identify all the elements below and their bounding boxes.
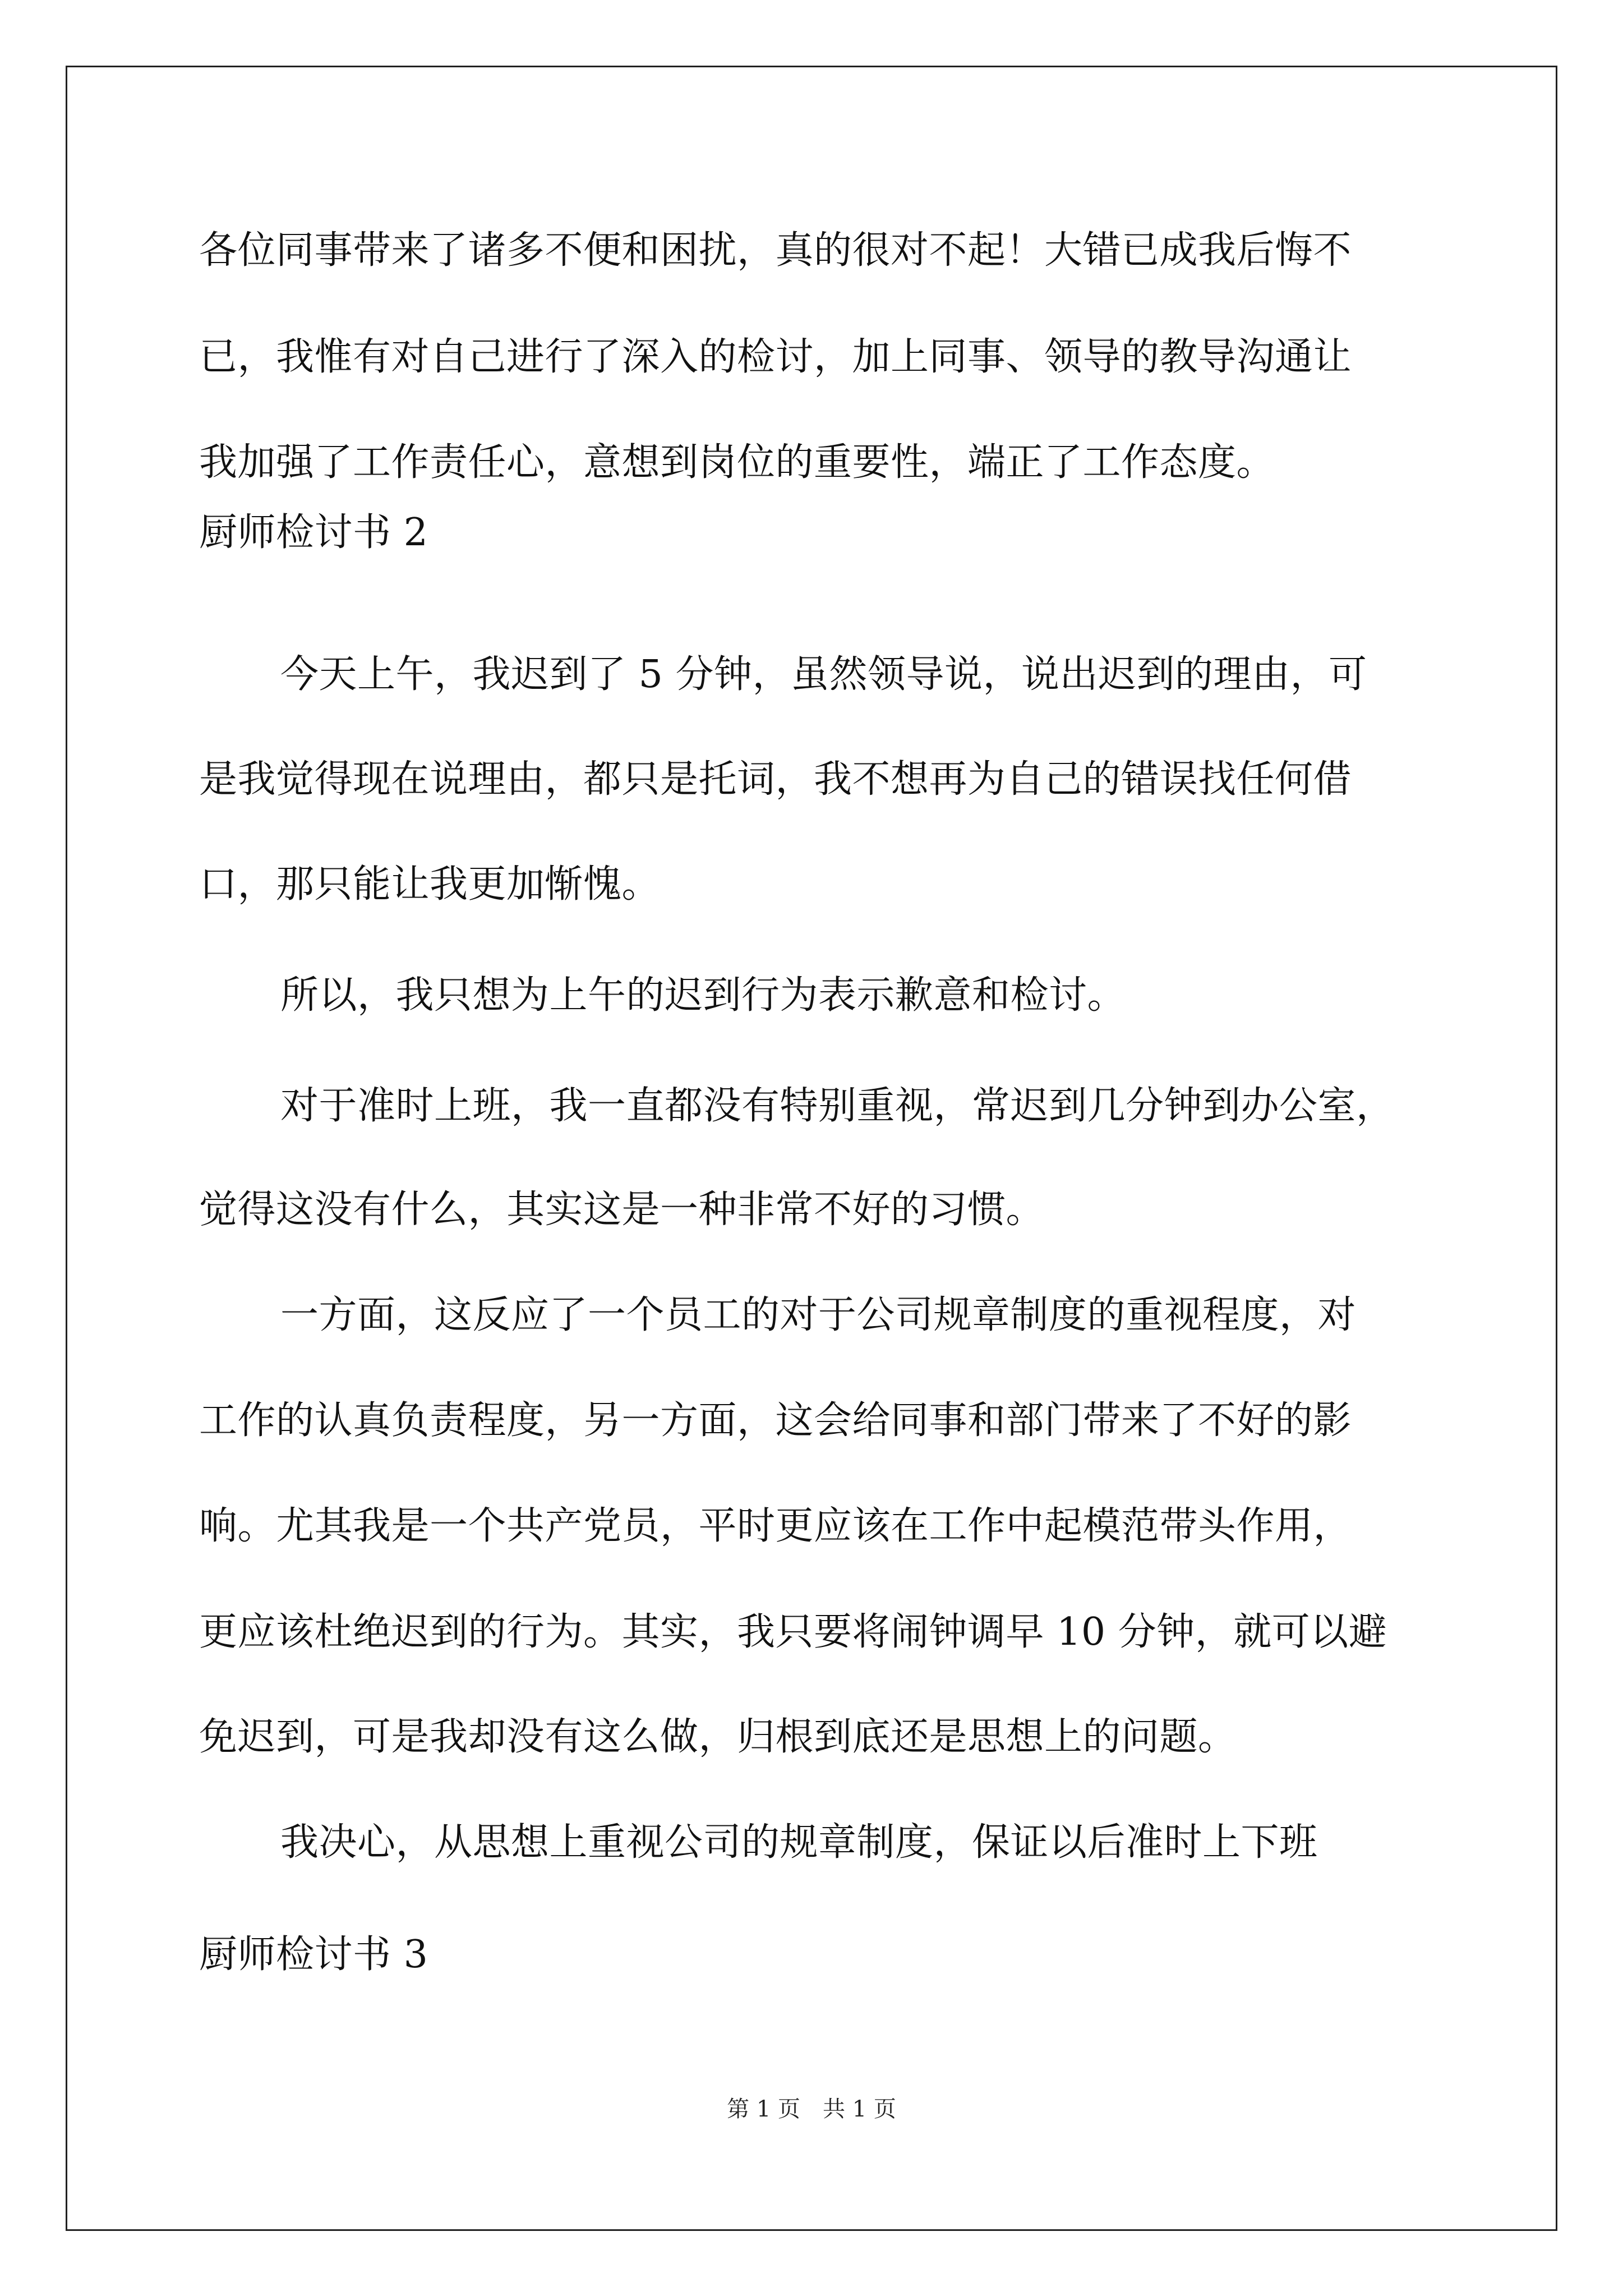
body-line: 我决心，从思想上重视公司的规章制度，保证以后准时上下班 (280, 1820, 1318, 1865)
body-line: 口，那只能让我更加惭愧。 (199, 862, 661, 907)
body-line: 各位同事带来了诸多不便和困扰，真的很对不起！大错已成我后悔不 (199, 228, 1352, 273)
page-border (66, 66, 1557, 2231)
body-line: 觉得这没有什么，其实这是一种非常不好的习惯。 (199, 1188, 1045, 1232)
body-line: 工作的认真负责程度，另一方面，这会给同事和部门带来了不好的影 (199, 1398, 1352, 1443)
body-line: 对于准时上班，我一直都没有特别重视，常迟到几分钟到办公室， (280, 1084, 1395, 1128)
body-line: 已，我惟有对自己进行了深入的检讨，加上同事、领导的教导沟通让 (199, 335, 1352, 379)
body-line: 是我觉得现在说理由，都只是托词，我不想再为自己的错误找任何借 (199, 757, 1352, 802)
body-line: 所以，我只想为上午的迟到行为表示歉意和检讨。 (280, 973, 1126, 1018)
body-line: 更应该杜绝迟到的行为。其实，我只要将闹钟调早 10 分钟，就可以避 (199, 1610, 1387, 1654)
body-line: 一方面，这反应了一个员工的对于公司规章制度的重视程度，对 (280, 1293, 1357, 1337)
section-heading: 厨师检讨书 2 (199, 510, 428, 555)
body-line: 我加强了工作责任心，意想到岗位的重要性，端正了工作态度。 (199, 440, 1275, 485)
section-heading: 厨师检讨书 3 (199, 1932, 428, 1977)
body-line: 免迟到，可是我却没有这么做，归根到底还是思想上的问题。 (199, 1715, 1237, 1759)
body-line: 今天上午，我迟到了 5 分钟，虽然领导说，说出迟到的理由，可 (280, 652, 1367, 697)
body-line: 响。尤其我是一个共产党员，平时更应该在工作中起模范带头作用， (199, 1504, 1352, 1548)
page-footer: 第 1 页 共 1 页 (727, 2096, 896, 2122)
